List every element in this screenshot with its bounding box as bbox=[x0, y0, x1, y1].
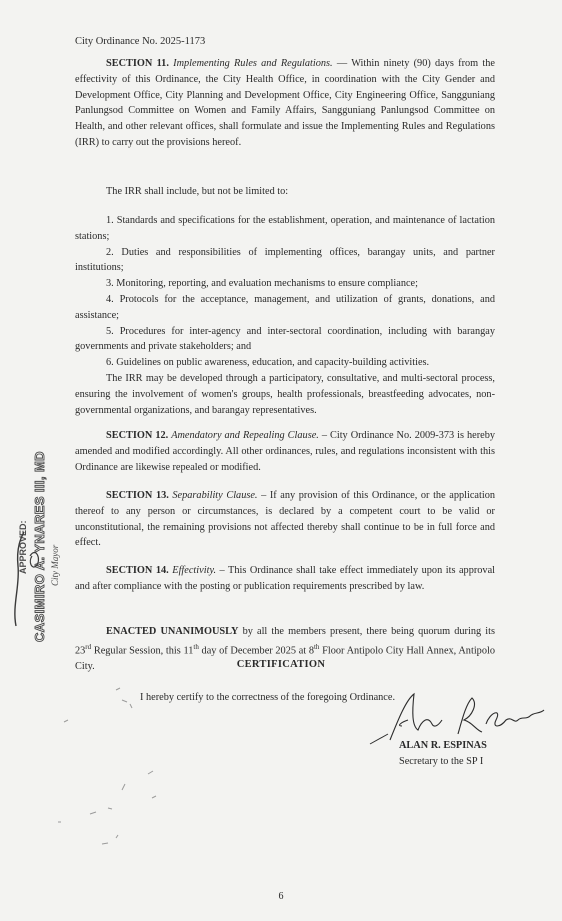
section-11-label: SECTION 11. bbox=[106, 58, 169, 69]
irr-item: 2. Duties and responsibilities of implementing offices, barangay units, and partner institutions; bbox=[75, 246, 495, 274]
section-12-body: – City Ordinance No. 2009-373 is hereby amended and modified accordingly. All other ordinances, rules, and regulations inconsistent with this Ordinance are likewise repealed or modified. bbox=[75, 430, 496, 473]
page-number: 6 bbox=[278, 891, 284, 902]
enacted-text: Regular Session, this 11 bbox=[91, 645, 194, 657]
irr-item: 4. Protocols for the acceptance, management, and utilization of grants, donations, and assistance; bbox=[75, 293, 495, 321]
section-11 bbox=[75, 56, 495, 151]
enacted-text: Floor Antipolo City Hall Annex, Antipolo City. bbox=[75, 645, 495, 673]
handwritten-signature bbox=[362, 690, 552, 746]
section-11-title: Implementing Rules and Regulations. bbox=[173, 58, 333, 69]
irr-list bbox=[75, 213, 495, 418]
signatory-name: ALAN R. ESPINAS bbox=[399, 740, 487, 751]
ordinal-suffix: th bbox=[193, 642, 199, 651]
irr-closing: The IRR may be developed through a participatory, consultative, and multi-sectoral process, ensuring the involvement of women's groups, health professionals, breastfeeding advocates, non-governmental organizations, and barangay representatives. bbox=[75, 372, 495, 416]
enacted-text: by all the members present, there being quorum during its 23 bbox=[75, 626, 495, 657]
certification-title: CERTIFICATION bbox=[236, 659, 326, 670]
mayor-approval-stamp bbox=[6, 436, 68, 646]
scan-specks bbox=[20, 680, 220, 850]
ordinal-suffix: th bbox=[313, 642, 320, 651]
irr-intro: The IRR shall include, but not be limited to: bbox=[106, 186, 289, 197]
section-12 bbox=[75, 428, 495, 475]
section-12-label: SECTION 12. bbox=[106, 430, 169, 441]
signatory-title: Secretary to the SP I bbox=[399, 756, 484, 767]
section-14-label: SECTION 14. bbox=[106, 565, 169, 576]
irr-item: 6. Guidelines on public awareness, education, and capacity-building activities. bbox=[106, 357, 430, 369]
section-14-title: Effectivity. bbox=[172, 565, 217, 576]
svg-text:CASIMIRO A. YNARES III, MD: CASIMIRO A. YNARES III, MD bbox=[32, 451, 47, 642]
svg-text:APPROVED:: APPROVED: bbox=[18, 520, 28, 574]
svg-text:City Mayor: City Mayor bbox=[50, 544, 60, 586]
section-12-title: Amendatory and Repealing Clause. bbox=[171, 430, 319, 441]
section-13-body: – If any provision of this Ordinance, or the application thereof to any person or circumstances, is declared by a competent court to be valid or unconstitutional, the remaining provisions not affected thereby shall continue to be in full force and effect. bbox=[75, 490, 495, 549]
section-13-label: SECTION 13. bbox=[106, 490, 169, 501]
irr-item: 3. Monitoring, reporting, and evaluation mechanisms to ensure compliance; bbox=[106, 278, 418, 290]
irr-item: 1. Standards and specifications for the establishment, operation, and maintenance of lactation stations; bbox=[75, 215, 495, 242]
section-11-body: — Within ninety (90) days from the effectivity of this Ordinance, the City Health Office, in coordination with the City Gender and Development Office, City Planning and Development Office, City Engineering Office, Sangguniang Panlungsod Committee on Women and Family Affairs, Sangguniang Panlungsod Committee on Health, and other relevant offices, shall formulate and issue the Implementing Rules and Regulations (IRR) to carry out the provisions hereof. bbox=[75, 58, 495, 148]
irr-item: 5. Procedures for inter-agency and inter-sectoral coordination, including with barangay governments and private stakeholders; and bbox=[75, 325, 495, 353]
certification-statement: I hereby certify to the correctness of the foregoing Ordinance. bbox=[140, 692, 396, 703]
section-13 bbox=[75, 488, 495, 551]
section-14-body: – This Ordinance shall take effect immediately upon its approval and after compliance with the posting or publication requirements prescribed by law. bbox=[75, 565, 496, 592]
ordinal-suffix: rd bbox=[85, 642, 92, 651]
section-13-title: Separability Clause. bbox=[172, 490, 258, 501]
enacted-label: ENACTED UNANIMOUSLY bbox=[106, 626, 239, 637]
section-14 bbox=[75, 563, 495, 595]
enacted-text: day of December 2025 at 8 bbox=[198, 645, 314, 657]
ordinance-number: City Ordinance No. 2025-1173 bbox=[75, 36, 206, 47]
